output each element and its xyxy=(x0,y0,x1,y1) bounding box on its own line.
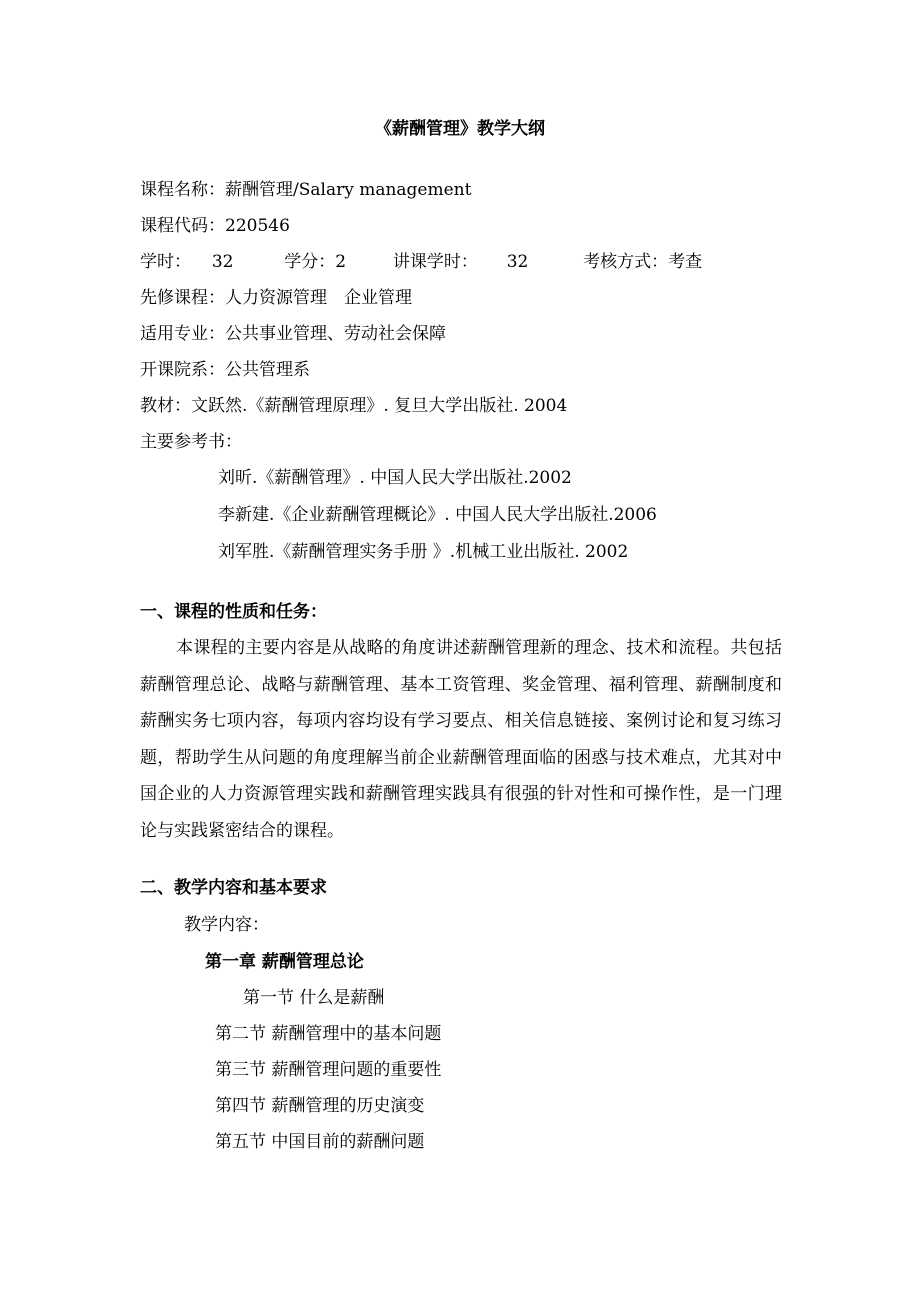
department-value: 公共管理系 xyxy=(225,360,310,380)
hours-label: 学时： xyxy=(140,252,191,272)
hours-value: 32 xyxy=(211,252,234,272)
major-value: 公共事业管理、劳动社会保障 xyxy=(225,324,446,344)
section1-heading: 一、课程的性质和任务： xyxy=(140,602,327,622)
chapter-section: 第五节 中国目前的薪酬问题 xyxy=(215,1132,425,1152)
reference-item: 李新建.《企业薪酬管理概论》. 中国人民大学出版社.2006 xyxy=(218,505,657,525)
references-label: 主要参考书： xyxy=(140,432,242,452)
chapter-section: 第三节 薪酬管理问题的重要性 xyxy=(215,1060,442,1080)
teaching-content-label: 教学内容： xyxy=(184,915,269,935)
prerequisites-value: 人力资源管理 企业管理 xyxy=(225,288,412,308)
course-name-label: 课程名称： xyxy=(140,180,225,200)
course-code-value: 220546 xyxy=(225,216,290,236)
major-label: 适用专业： xyxy=(140,324,225,344)
hours-row xyxy=(140,251,702,273)
chapter-section: 第四节 薪酬管理的历史演变 xyxy=(215,1096,425,1116)
chapter-title: 第一章 薪酬管理总论 xyxy=(205,952,364,972)
textbook-row xyxy=(140,395,567,417)
course-name-row xyxy=(140,179,471,201)
course-code-label: 课程代码： xyxy=(140,216,225,236)
department-row xyxy=(140,359,310,381)
course-name-value: 薪酬管理/Salary management xyxy=(225,180,472,200)
textbook-value: 文跃然.《薪酬管理原理》. 复旦大学出版社. 2004 xyxy=(191,396,568,416)
prerequisites-label: 先修课程： xyxy=(140,288,225,308)
credits-label: 学分： xyxy=(284,252,336,272)
chapter-section: 第二节 薪酬管理中的基本问题 xyxy=(215,1024,442,1044)
chapter-section: 第一节 什么是薪酬 xyxy=(243,988,385,1008)
course-code-row xyxy=(140,215,290,237)
assessment-value: 考查 xyxy=(668,252,703,272)
department-label: 开课院系： xyxy=(140,360,225,380)
reference-item: 刘昕.《薪酬管理》. 中国人民大学出版社.2002 xyxy=(218,468,572,488)
credits-value: 2 xyxy=(335,252,347,272)
prerequisites-row xyxy=(140,287,412,309)
section2-heading: 二、教学内容和基本要求 xyxy=(140,878,327,898)
textbook-label: 教材： xyxy=(140,396,191,416)
assessment-label: 考核方式： xyxy=(583,252,669,272)
section1-body: 本课程的主要内容是从战略的角度讲述薪酬管理新的理念、技术和流程。共包括薪酬管理总论、战略与薪酬管理、基本工资管理、奖金管理、福利管理、薪酬制度和薪酬实务七项内容，每项内容均设有学习要点、相关信息链接、案例讨论和复习练习题，帮助学生从问题的角度理解当前企业薪酬管理面临的困惑与技术难点，尤其对中国企业的人力资源管理实践和薪酬管理实践具有很强的针对性和可操作性，是一门理论与实践紧密结合的课程。 xyxy=(140,638,782,841)
document-title: 《薪酬管理》教学大纲 xyxy=(375,119,545,139)
reference-item: 刘军胜.《薪酬管理实务手册 》.机械工业出版社. 2002 xyxy=(218,542,629,562)
major-row xyxy=(140,323,446,345)
lecture-hours-value: 32 xyxy=(506,252,529,272)
lecture-hours-label: 讲课学时： xyxy=(392,252,478,272)
